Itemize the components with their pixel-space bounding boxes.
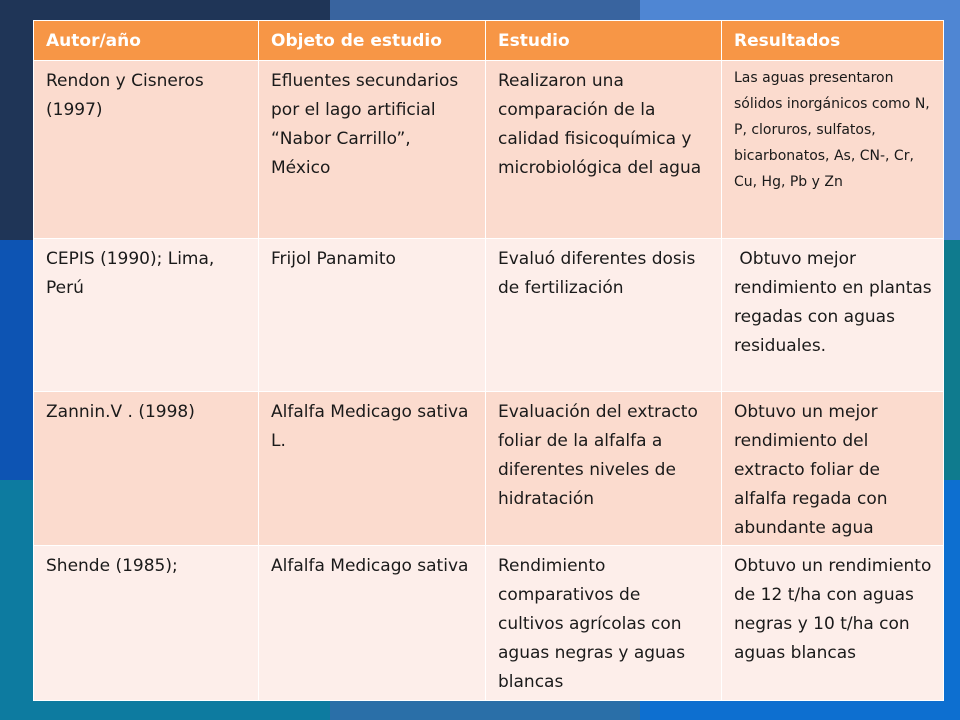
cell-resultados: Obtuvo un rendimiento de 12 t/ha con aguas negras y 10 t/ha con aguas blancas xyxy=(722,546,944,701)
cell-autor: Shende (1985); xyxy=(34,546,259,701)
table-row xyxy=(34,392,944,546)
cell-objeto: Alfalfa Medicago sativa xyxy=(259,546,486,701)
header-resultados: Resultados xyxy=(722,21,944,61)
studies-table xyxy=(33,20,944,701)
cell-resultados: Obtuvo mejor rendimiento en plantas regadas con aguas residuales. xyxy=(722,239,944,392)
table-row xyxy=(34,546,944,701)
cell-estudio: Realizaron una comparación de la calidad fisicoquímica y microbiológica del agua xyxy=(486,61,722,239)
cell-resultados: Las aguas presentaron sólidos inorgánicos como N, P, cloruros, sulfatos, bicarbonatos, As, CN-, Cr, Cu, Hg, Pb y Zn xyxy=(722,61,944,239)
cell-autor: Zannin.V . (1998) xyxy=(34,392,259,546)
cell-resultados: Obtuvo un mejor rendimiento del extracto foliar de alfalfa regada con abundante agua xyxy=(722,392,944,546)
header-autor: Autor/año xyxy=(34,21,259,61)
cell-objeto: Efluentes secundarios por el lago artificial “Nabor Carrillo”, México xyxy=(259,61,486,239)
studies-table-container xyxy=(33,20,943,701)
cell-estudio: Evaluación del extracto foliar de la alfalfa a diferentes niveles de hidratación xyxy=(486,392,722,546)
cell-estudio: Evaluó diferentes dosis de fertilización xyxy=(486,239,722,392)
header-objeto: Objeto de estudio xyxy=(259,21,486,61)
cell-estudio: Rendimiento comparativos de cultivos agrícolas con aguas negras y aguas blancas xyxy=(486,546,722,701)
cell-autor: CEPIS (1990); Lima, Perú xyxy=(34,239,259,392)
header-estudio: Estudio xyxy=(486,21,722,61)
table-row xyxy=(34,61,944,239)
cell-objeto: Frijol Panamito xyxy=(259,239,486,392)
table-header-row xyxy=(34,21,944,61)
cell-autor: Rendon y Cisneros (1997) xyxy=(34,61,259,239)
table-row xyxy=(34,239,944,392)
cell-objeto: Alfalfa Medicago sativa L. xyxy=(259,392,486,546)
